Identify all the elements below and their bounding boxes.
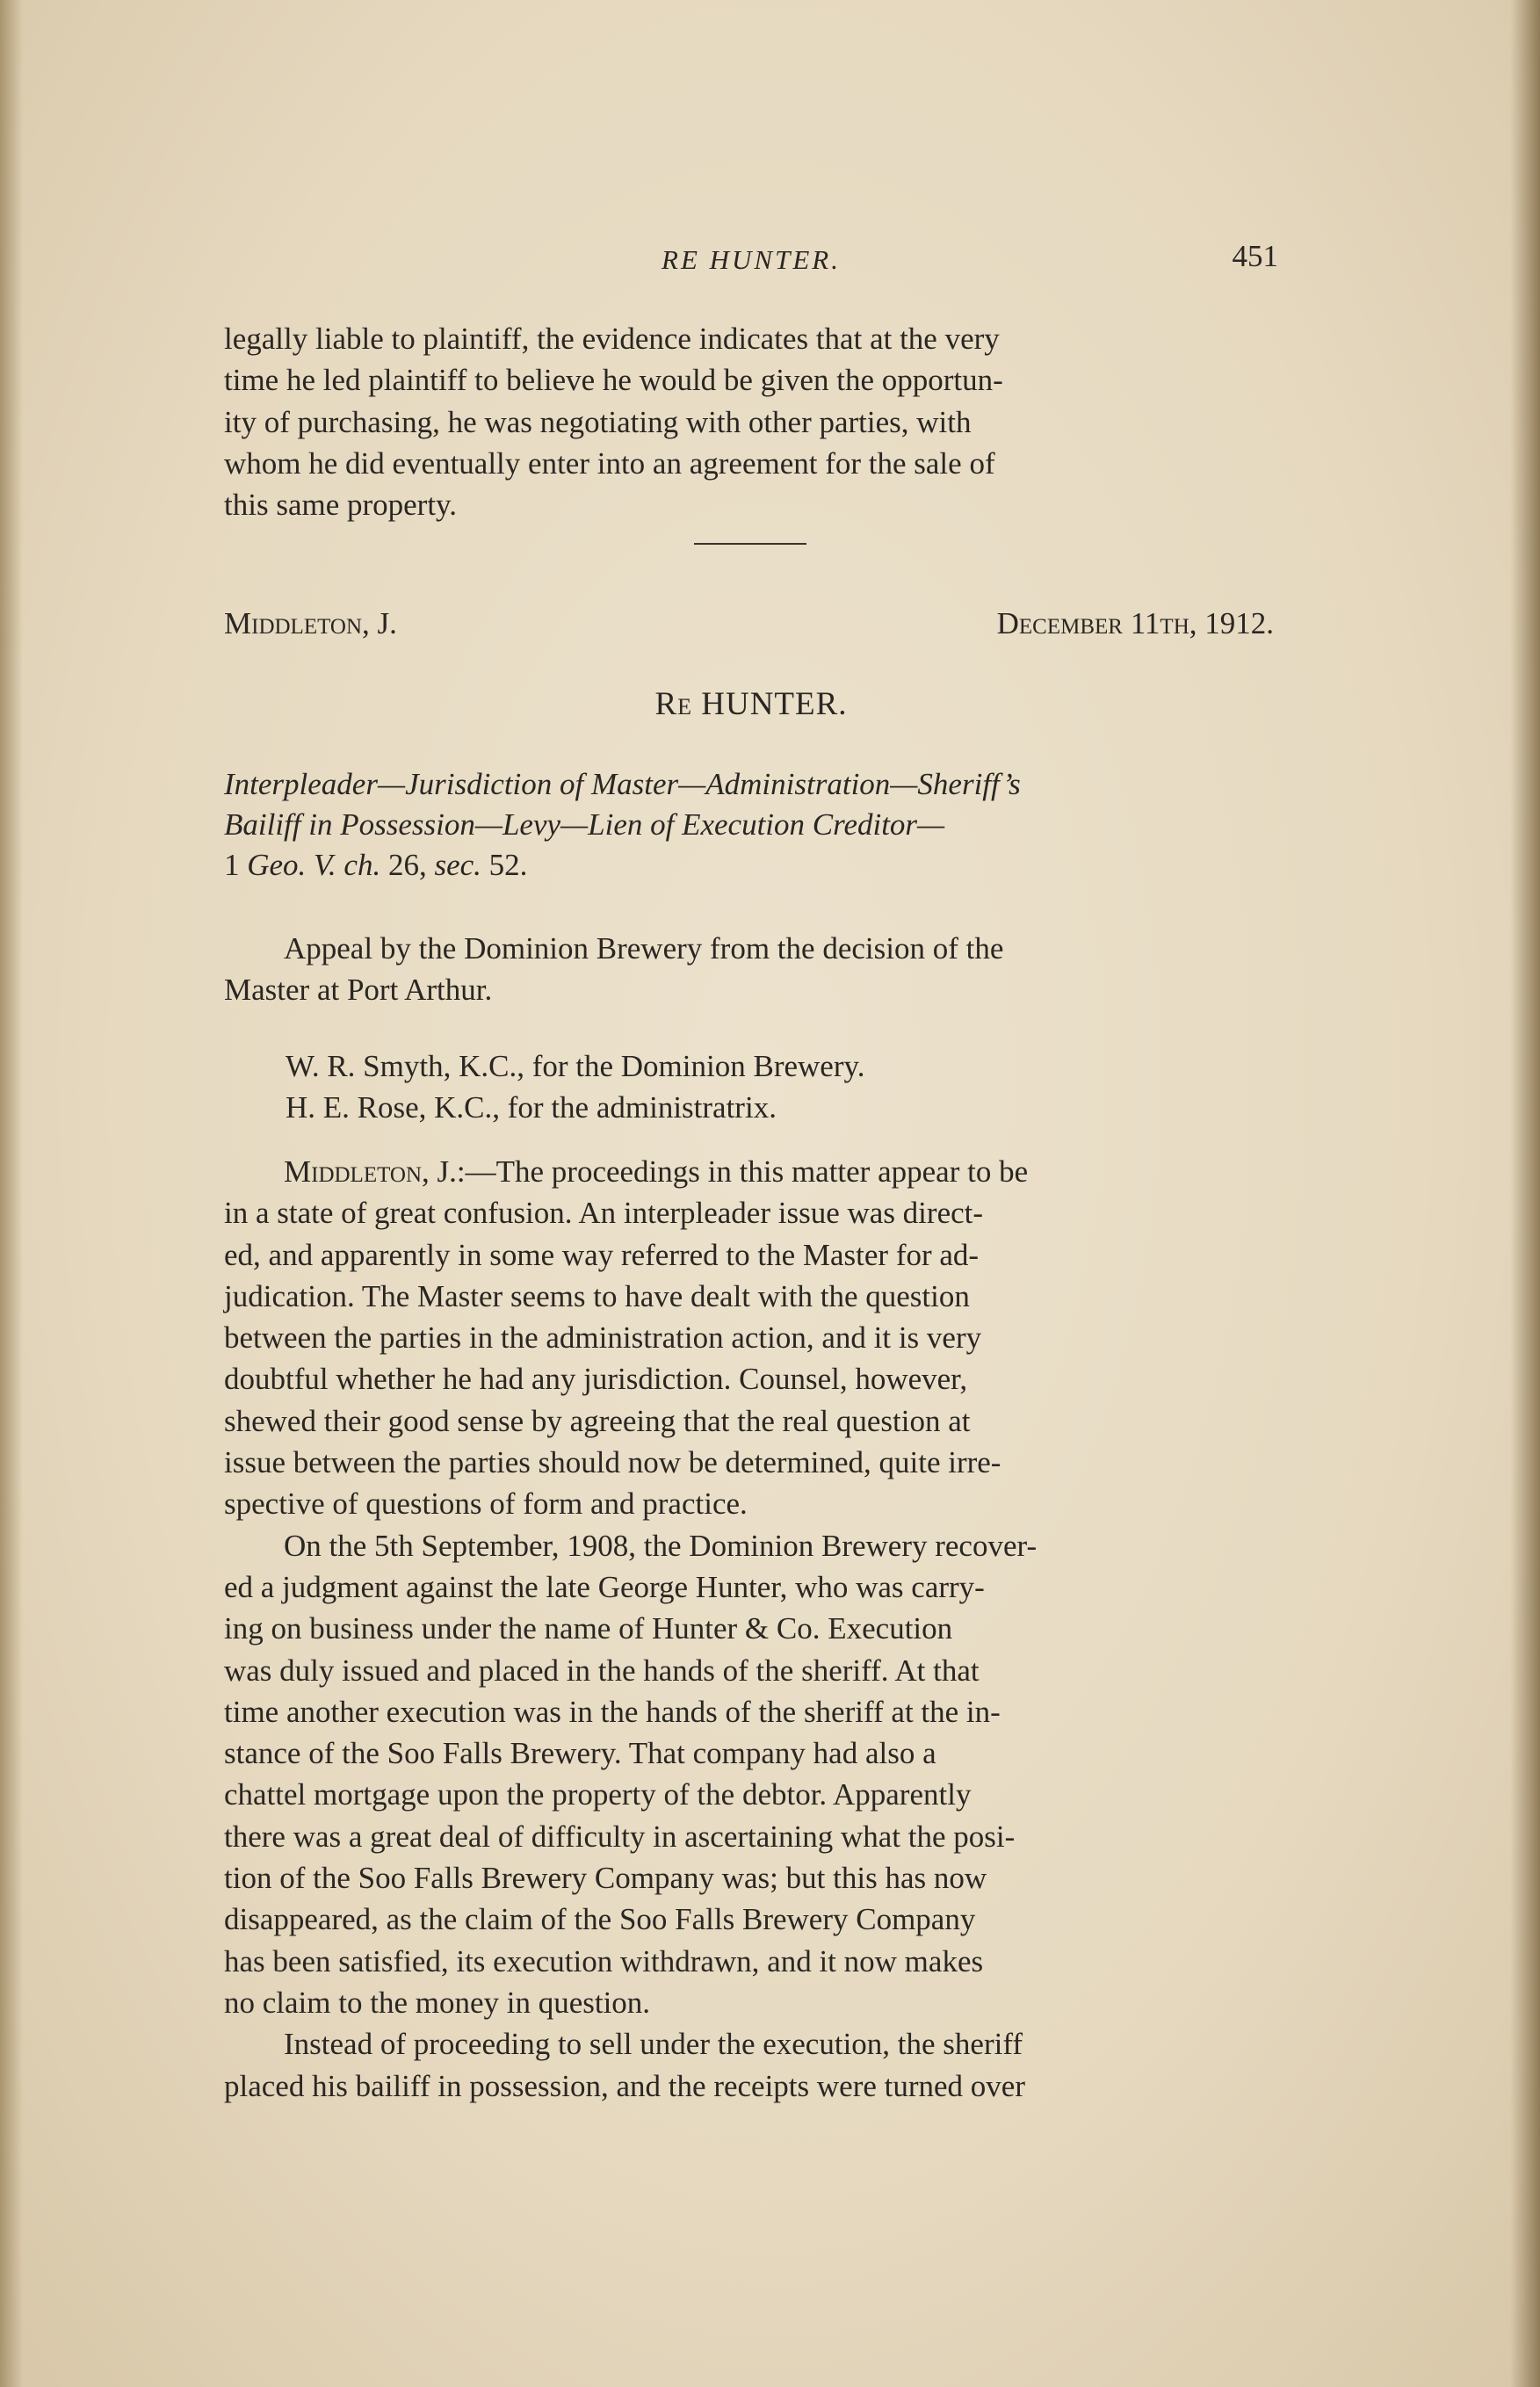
statute-end: 52. [481, 848, 528, 882]
page-number: 451 [1232, 239, 1278, 273]
opinion-line: shewed their good sense by agreeing that the real question at [224, 1403, 971, 1438]
carryover-line: ity of purchasing, he was negotiating with other parties, with [224, 404, 972, 439]
opinion-line: there was a great deal of difficulty in ascertaining what the posi- [224, 1819, 1016, 1854]
opinion-text [224, 1151, 1278, 2107]
headnote-statute-line [224, 845, 1278, 886]
case-date: December 11th, 1912. [996, 606, 1274, 640]
opinion-line-text: :—The proceedings in this matter appear to be [456, 1154, 1029, 1189]
statute-number: 26, [380, 848, 435, 882]
opinion-line: time another execution was in the hands of the sheriff at the in- [224, 1694, 1001, 1729]
page-edge-shadow-left [0, 0, 23, 2387]
counsel-line: W. R. Smyth, K.C., for the Dominion Brewery. [286, 1049, 865, 1083]
counsel-line: H. E. Rose, K.C., for the administratrix. [286, 1090, 777, 1125]
counsel-list [286, 1045, 864, 1129]
opinion-line: ed, and apparently in some way referred to the Master for ad- [224, 1237, 980, 1272]
opinion-line: spective of questions of form and practice. [224, 1486, 748, 1522]
opinion-line: ing on business under the name of Hunter & Co. Execution [224, 1611, 953, 1646]
appeal-paragraph [224, 928, 1278, 1011]
opinion-line: issue between the parties should now be determined, quite irre- [224, 1445, 1001, 1480]
statute-prefix: 1 [224, 848, 248, 882]
case-title: Re HUNTER. [654, 686, 848, 722]
appeal-line: Appeal by the Dominion Brewery from the decision of the [284, 931, 1004, 966]
carryover-line: this same property. [224, 488, 458, 523]
opinion-line: in a state of great confusion. An interpleader issue was direct- [224, 1196, 984, 1231]
statute-sec: sec. [434, 848, 481, 882]
opinion-line: On the 5th September, 1908, the Dominion Brewery recover- [284, 1528, 1038, 1563]
carryover-line: whom he did eventually enter into an agreement for the sale of [224, 445, 995, 481]
page-edge-shadow-right [1510, 0, 1540, 2387]
opinion-line: was duly issued and placed in the hands of the sheriff. At that [224, 1653, 980, 1688]
case-header [224, 606, 1274, 650]
opinion-line: has been satisfied, its execution withdrawn, and it now makes [224, 1943, 984, 1978]
carryover-line: legally liable to plaintiff, the evidence indicates that at the very [224, 322, 1000, 356]
running-head-title: RE HUNTER. [662, 244, 841, 275]
opinion-line: ed a judgment against the late George Hunter, who was carry- [224, 1569, 985, 1604]
headnote-line: Bailiff in Possession—Levy—Lien of Execution Creditor— [224, 807, 945, 842]
section-divider-rule [694, 543, 806, 545]
statute-italic: Geo. V. ch. [247, 848, 381, 882]
carryover-paragraph [224, 318, 1278, 525]
opinion-line: tion of the Soo Falls Brewery Company was; but this has now [224, 1861, 987, 1896]
opinion-line: chattel mortgage upon the property of the debtor. Apparently [224, 1777, 972, 1812]
case-judge: Middleton, J. [224, 606, 397, 640]
opinion-line: no claim to the money in question. [224, 1985, 651, 2020]
opinion-line: Instead of proceeding to sell under the execution, the sheriff [284, 2027, 1023, 2062]
appeal-line: Master at Port Arthur. [224, 973, 493, 1008]
carryover-line: time he led plaintiff to believe he would be given the opportun- [224, 363, 1003, 398]
opinion-line [224, 1151, 1278, 1192]
opinion-line: doubtful whether he had any jurisdiction. Counsel, however, [224, 1362, 968, 1397]
opinion-line: stance of the Soo Falls Brewery. That company had also a [224, 1736, 936, 1771]
opinion-line: between the parties in the administration action, and it is very [224, 1320, 982, 1356]
headnote [224, 764, 1278, 886]
opinion-line: placed his bailiff in possession, and the receipts were turned over [224, 2068, 1025, 2103]
headnote-line: Interpleader—Jurisdiction of Master—Administration—Sheriff’s [224, 767, 1021, 801]
running-head [224, 239, 1278, 283]
opinion-line: judication. The Master seems to have dealt with the question [224, 1278, 970, 1313]
opinion-line: disappeared, as the claim of the Soo Falls Brewery Company [224, 1902, 976, 1937]
opinion-judge: Middleton, J. [284, 1154, 457, 1189]
